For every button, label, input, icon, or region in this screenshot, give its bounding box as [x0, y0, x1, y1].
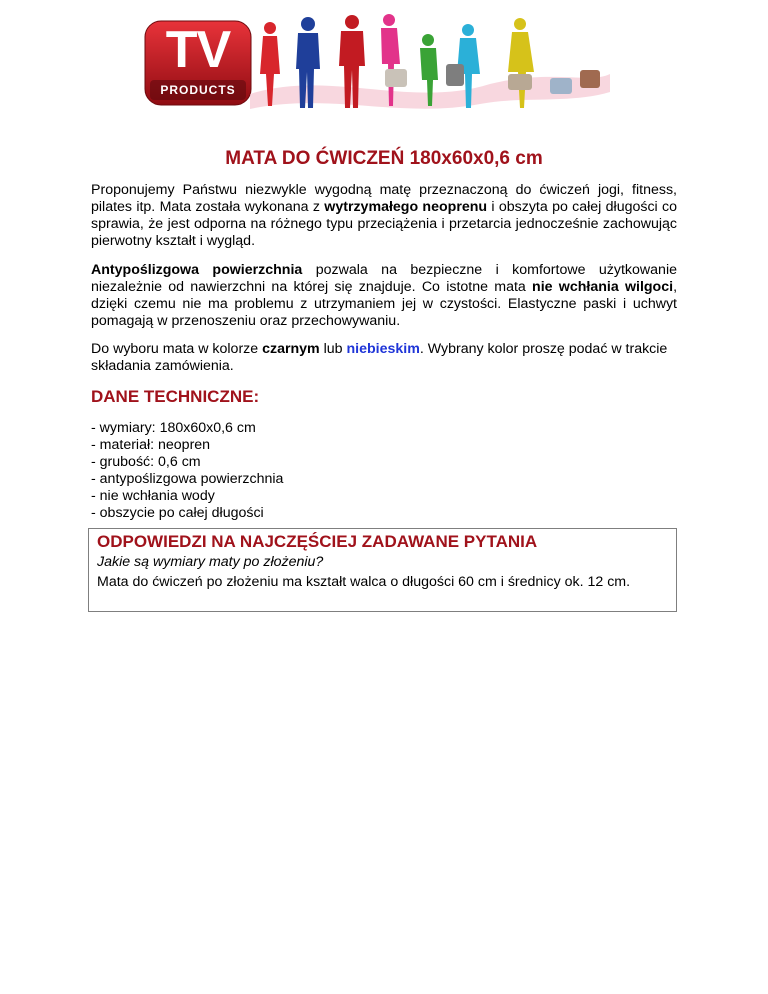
- description-paragraph-1: Proponujemy Państwu niezwykle wygodną matę przeznaczoną do ćwiczeń jogi, fitness, pilates itp. Mata została wykonana z wytrzymałego neoprenu i obszyta po całej długości co sprawia, że jest odporna na różnego typu przeciążenia i przetarcia jednocześnie zachowując pierwotny kształt i wygląd.: [91, 182, 677, 249]
- tech-spec-item: - materiał: neopren: [91, 437, 211, 453]
- faq-heading: ODPOWIEDZI NA NAJCZĘŚCIEJ ZADAWANE PYTANIA: [97, 532, 538, 551]
- logo-products-text: PRODUCTS: [160, 83, 236, 97]
- faq-box: [88, 528, 677, 612]
- logo-tv-text: TV: [165, 21, 231, 79]
- color-text-before: Do wyboru mata w kolorze: [91, 341, 263, 357]
- tech-spec-item: - grubość: 0,6 cm: [91, 454, 201, 470]
- color-text-after: . Wybrany kolor proszę podać w trakcie składania zamówienia.: [91, 341, 668, 374]
- header-banner: [140, 14, 610, 114]
- tv-products-logo: [144, 20, 252, 108]
- description-paragraph-2: Antypoślizgowa powierzchnia pozwala na bezpieczne i komfortowe użytkowanie niezależnie od nawierzchni na której się znajduje. Co istotne mata nie wchłania wilgoci, dzięki czemu nie ma problemu z utrzymaniem jej w czystości. Elastyczne paski i uchwyt pomagają w przenoszeniu oraz przechowywaniu.: [91, 262, 678, 329]
- page-title: MATA DO ĆWICZEŃ 180x60x0,6 cm: [225, 148, 543, 169]
- tech-spec-item: - nie wchłania wody: [91, 488, 215, 504]
- tech-spec-item: - wymiary: 180x60x0,6 cm: [91, 420, 256, 436]
- color-text-middle: lub: [319, 341, 347, 357]
- tech-specs-list: [91, 420, 677, 522]
- emphasis-text: wytrzymałego neoprenu: [324, 199, 488, 215]
- color-choice-paragraph: [91, 341, 677, 375]
- tech-spec-item: - antypoślizgowa powierzchnia: [91, 471, 284, 487]
- tech-spec-item: - obszycie po całej długości: [91, 505, 264, 521]
- tech-specs-heading: DANE TECHNICZNE:: [91, 387, 260, 406]
- emphasis-text: Antypoślizgowa powierzchnia: [91, 262, 303, 278]
- faq-question: Jakie są wymiary maty po złożeniu?: [97, 554, 324, 570]
- color-option-blue: niebieskim: [346, 341, 420, 357]
- color-option-black: czarnym: [262, 341, 320, 357]
- faq-answer: Mata do ćwiczeń po złożeniu ma kształt walca o długości 60 cm i średnicy ok. 12 cm.: [97, 574, 631, 590]
- emphasis-text: nie wchłania wilgoci: [532, 279, 674, 295]
- people-silhouettes-graphic: [250, 14, 610, 114]
